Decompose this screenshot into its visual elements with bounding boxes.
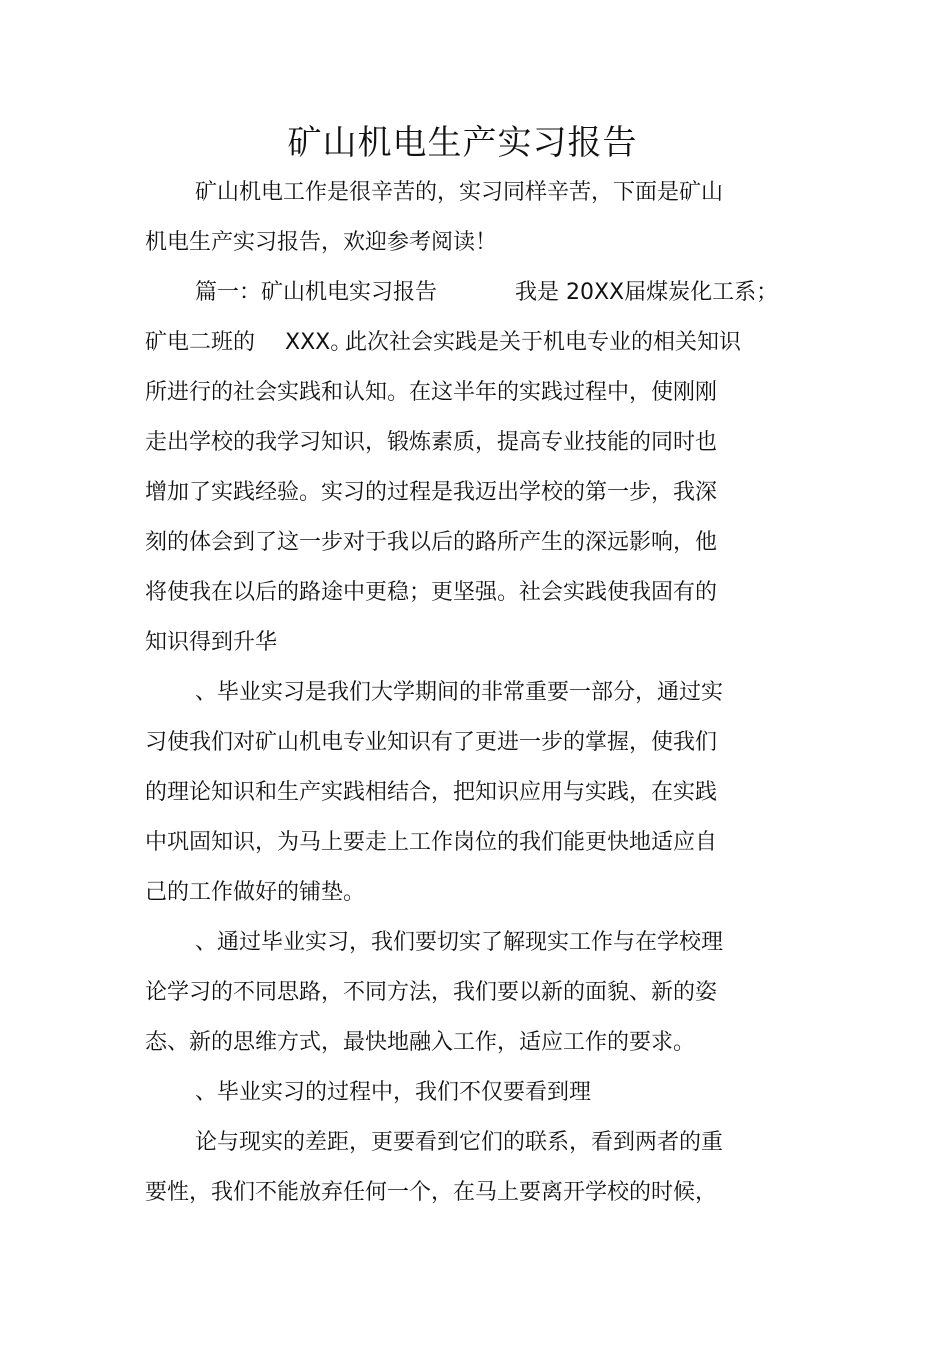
paragraph-two-line-3: 的理论知识和生产实践相结合，把知识应用与实践，在实践 bbox=[145, 780, 718, 805]
section-one-lead: 我是 20XX届煤炭化工系； bbox=[515, 280, 779, 305]
section-one-first-line bbox=[195, 278, 795, 308]
section-one-line-5: 增加了实践经验。实习的过程是我迈出学校的第一步，我深 bbox=[145, 480, 718, 505]
section-one-line-3: 所进行的社会实践和认知。在这半年的实践过程中，使刚刚 bbox=[145, 380, 718, 405]
paragraph-three-line-3: 态、新的思维方式，最快地融入工作，适应工作的要求。 bbox=[145, 1030, 696, 1055]
paragraph-two-line-4: 中巩固知识，为马上要走上工作岗位的我们能更快地适应自 bbox=[145, 830, 718, 855]
paragraph-five-line-1: 论与现实的差距，更要看到它们的联系，看到两者的重 bbox=[195, 1130, 724, 1155]
section-one-line-7: 将使我在以后的路途中更稳；更坚强。社会实践使我固有的 bbox=[145, 580, 718, 605]
section-one-line-2 bbox=[145, 328, 795, 358]
paragraph-two-line-1: 、毕业实习是我们大学期间的非常重要一部分，通过实 bbox=[195, 680, 724, 705]
paragraph-five-line-2: 要性，我们不能放弃任何一个，在马上要离开学校的时候， bbox=[145, 1180, 718, 1205]
section-one-heading: 篇一：矿山机电实习报告 bbox=[195, 280, 438, 305]
document-title: 矿山机电生产实习报告 bbox=[287, 123, 638, 163]
paragraph-three-line-1: 、通过毕业实习，我们要切实了解现实工作与在学校理 bbox=[195, 930, 724, 955]
class-label: 矿电二班的 bbox=[145, 330, 256, 355]
section-one-line-6: 刻的体会到了这一步对于我以后的路所产生的深远影响，他 bbox=[145, 530, 718, 555]
intro-line-2: 机电生产实习报告，欢迎参考阅读！ bbox=[145, 230, 498, 255]
intro-line-1: 矿山机电工作是很辛苦的，实习同样辛苦，下面是矿山 bbox=[195, 180, 724, 205]
section-one-line-8: 知识得到升华 bbox=[145, 630, 278, 655]
paragraph-two-line-2: 习使我们对矿山机电专业知识有了更进一步的掌握，使我们 bbox=[145, 730, 718, 755]
paragraph-four-line-1: 、毕业实习的过程中，我们不仅要看到理 bbox=[195, 1080, 592, 1105]
paragraph-three-line-2: 论学习的不同思路，不同方法，我们要以新的面貌、新的姿 bbox=[145, 980, 718, 1005]
section-one-line-4: 走出学校的我学习知识，锻炼素质，提高专业技能的同时也 bbox=[145, 430, 718, 455]
student-name: XXX。 bbox=[285, 330, 353, 355]
section-one-line-2-rest: 此次社会实践是关于机电专业的相关知识 bbox=[345, 330, 742, 355]
paragraph-two-line-5: 己的工作做好的铺垫。 bbox=[145, 880, 366, 905]
